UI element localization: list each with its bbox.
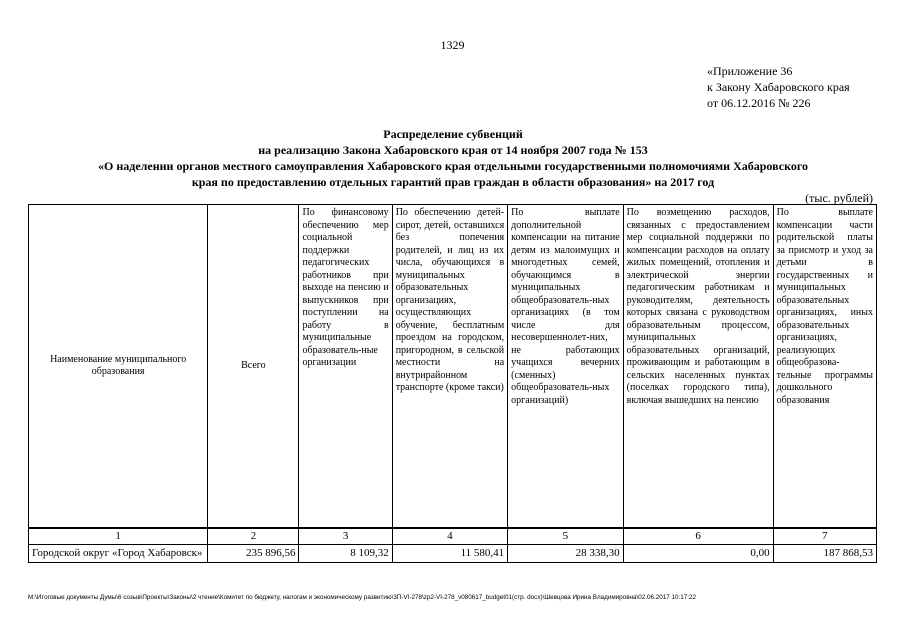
column-number: 6 — [623, 528, 773, 544]
appendix-line-3: от 06.12.2016 № 226 — [707, 96, 811, 110]
title-line-3: «О наделении органов местного самоуправления Хабаровского края отдельными государственными полномочиями Хабаровского — [98, 159, 808, 173]
header-col-4: По обеспечению детей-сирот, детей, оставшихся без попечения родителей, и лиц из их числа, обучающихся в муниципальных образовательных организациях, осуществляющих обучение, бесплатным проездом на городском, пригородном, в сельской местности на внутрирайонном транспорте (кроме такси) — [392, 205, 507, 529]
value-total: 235 896,56 — [208, 544, 299, 562]
header-col-7: По выплате компенсации части родительской платы за присмотр и уход за детьми в государственных и муниципальных образовательных организациях, иных образовательных организациях, реализующих общеобразова-тельные программы дошкольного образования — [773, 205, 876, 529]
document-title — [28, 126, 878, 190]
page-number: 1329 — [440, 38, 465, 52]
footer-file-path: М:\Итоговые документы Думы\6 созыв\Проекты\Законы\2 чтение\Комитет по бюджету, налогам и экономическому развитию\3П-VI-278\zp2-VI-278_v080617_budget01(стр. docx)\Шевцова Ирина Владимировна\02.06.2017 10:17:22 — [28, 594, 697, 601]
header-col-5: По выплате дополнительной компенсации на питание детям из малоимущих и многодетных семей, обучающимся в муниципальных общеобразователь-ных организациях (в том числе для несовершеннолет-них, не работающих учащихся вечерних (сменных) общеобразователь-ных организаций) — [508, 205, 623, 529]
appendix-reference — [707, 63, 850, 111]
column-number: 3 — [299, 528, 392, 544]
table-header-row — [29, 205, 877, 529]
header-col-3: По финансовому обеспечению мер социальной поддержки педагогических работников при выходе на пенсию и выпускников при поступлении на работу в муниципальные образователь-ные организации — [299, 205, 392, 529]
title-line-1: Распределение субвенций — [383, 127, 523, 141]
value-col-7: 187 868,53 — [773, 544, 876, 562]
column-number: 1 — [29, 528, 208, 544]
header-total: Всего — [208, 205, 299, 529]
column-number-row — [29, 528, 877, 544]
table-row — [29, 544, 877, 562]
appendix-line-2: к Закону Хабаровского края — [707, 80, 850, 94]
column-number: 4 — [392, 528, 507, 544]
column-number: 5 — [508, 528, 623, 544]
column-number: 7 — [773, 528, 876, 544]
title-line-2: на реализацию Закона Хабаровского края от 14 ноября 2007 года № 153 — [258, 143, 648, 157]
column-number: 2 — [208, 528, 299, 544]
value-col-3: 8 109,32 — [299, 544, 392, 562]
header-col-6: По возмещению расходов, связанных с предоставлением мер социальной поддержки по компенсации расходов на оплату жилых помещений, отопления и электрической энергии педагогическим работникам и руководителям, деятельность которых связана с руководством образовательным процессом, муниципальных образовательных организаций, проживающим и работающим в сельских населенных пунктах (поселках городского типа), включая вышедших на пенсию — [623, 205, 773, 529]
subventions-table — [28, 204, 877, 563]
title-line-4: края по предоставлению отдельных гарантий прав граждан в области образования» на 2017 год — [191, 175, 715, 189]
value-col-6: 0,00 — [623, 544, 773, 562]
value-col-5: 28 338,30 — [508, 544, 623, 562]
value-col-4: 11 580,41 — [392, 544, 507, 562]
header-municipality: Наименование муниципального образования — [29, 205, 208, 529]
municipality-name: Городской округ «Город Хабаровск» — [29, 544, 208, 562]
appendix-line-1: «Приложение 36 — [707, 64, 793, 78]
units-label: (тыс. рублей) — [805, 191, 873, 205]
